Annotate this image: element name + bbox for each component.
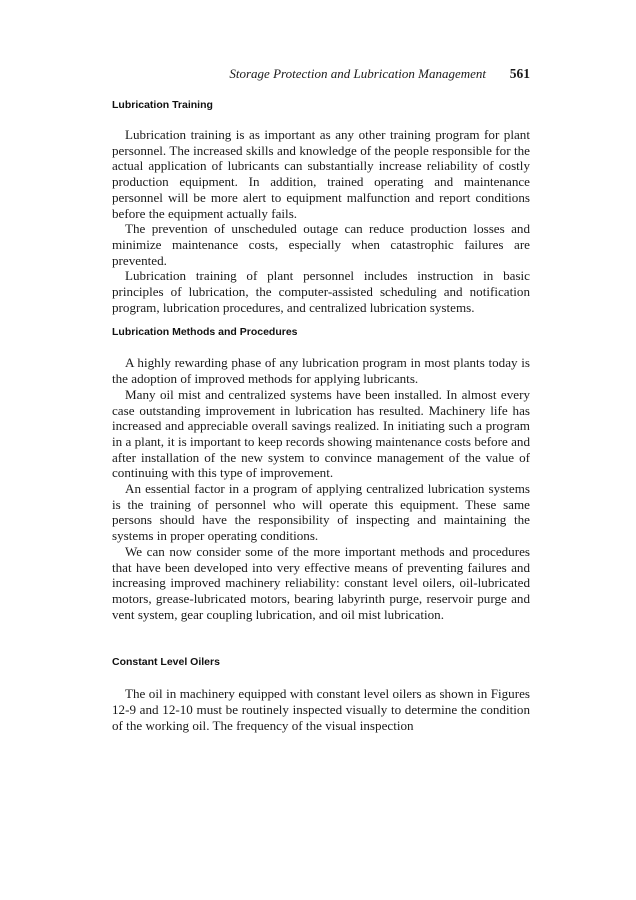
page-body [112, 98, 530, 734]
page-number: 561 [509, 66, 530, 81]
paragraph: Lubrication training of plant personnel includes instruction in basic principles of lubrication, the computer-assisted scheduling and notification program, lubrication procedures, and centralized lubrication systems. [112, 268, 530, 315]
section-heading-lubrication-training: Lubrication Training [112, 99, 213, 111]
paragraph: An essential factor in a program of applying centralized lubrication systems is the training of personnel who will operate this equipment. These same persons should have the responsibility of inspecting and maintaining the systems in proper operating conditions. [112, 481, 530, 544]
paragraph: Lubrication training is as important as any other training program for plant personnel. The increased skills and knowledge of the people responsible for the actual application of lubricants can substantially increase reliability of costly production equipment. In addition, trained operating and maintenance personnel will be more alert to equipment malfunction and report conditions before the equipment actually fails. [112, 127, 530, 221]
running-head [112, 66, 530, 86]
paragraph: The oil in machinery equipped with constant level oilers as shown in Figures 12-9 and 12-10 must be routinely inspected visually to determine the condition of the working oil. The frequency of the visual inspection [112, 686, 530, 733]
paragraph: We can now consider some of the more important methods and procedures that have been developed into very effective means of preventing failures and increasing improved machinery reliability: constant level oilers, oil-lubricated motors, grease-lubricated motors, bearing labyrinth purge, reservoir purge and vent system, gear coupling lubrication, and oil mist lubrication. [112, 543, 530, 622]
paragraph: Many oil mist and centralized systems have been installed. In almost every case outstanding improvement in lubrication has resulted. Machinery life has increased and appreciable overall savings realized. In initiating such a program in a plant, it is important to keep records showing maintenance costs before and after installation of the new system to convince management of the value of continuing with this type of improvement. [112, 386, 530, 481]
section-heading-lubrication-methods: Lubrication Methods and Procedures [112, 326, 298, 339]
paragraph: A highly rewarding phase of any lubrication program in most plants today is the adoption of improved methods for applying lubricants. [112, 355, 530, 387]
paragraph: The prevention of unscheduled outage can reduce production losses and minimize maintenance costs, especially when catastrophic failures are prevented. [112, 221, 530, 268]
section-heading-constant-level-oilers: Constant Level Oilers [112, 656, 220, 669]
running-title: Storage Protection and Lubrication Management [229, 66, 486, 81]
